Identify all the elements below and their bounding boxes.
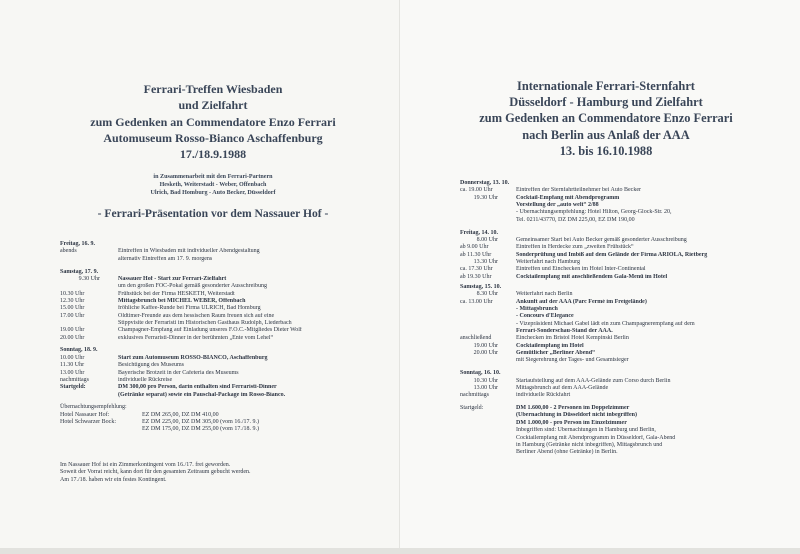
row-text: Eintreffen in Herdecke zum „zweiten Frühstück“ (516, 244, 634, 251)
schedule-row (60, 370, 390, 377)
row-time (60, 320, 118, 327)
schedule-row (460, 335, 800, 342)
lodging-row (60, 426, 390, 433)
right-title-line: nach Berlin aus Anlaß der AAA (522, 127, 690, 142)
fee-line: Cocktailempfang mit Abendprogramm in Düsseldorf, Gala-Abend (516, 434, 676, 441)
row-text: Ferrari-Sonderschau-Stand der AAA. (516, 328, 613, 335)
partner-info (40, 174, 386, 197)
schedule-row (460, 328, 800, 335)
row-time (60, 256, 118, 263)
row-time: ab 19.30 Uhr (460, 273, 492, 280)
schedule-row (460, 195, 800, 202)
row-text: individuelle Rückreise (118, 376, 173, 383)
row-text: mit Siegerehrung der Tages- und Gesamtsieger (516, 357, 629, 364)
note-line: Soweit der Vorrat reicht, kann dort für den gesamten Zeitraum gebucht werden. (60, 469, 251, 476)
row-text: fröhliche Kaffee-Runde bei Firma ULRICH, Bad Homburg (118, 305, 261, 312)
row-text: exklusives Ferraristi-Dinner in der berühmten „Ente vom Lehel“ (118, 334, 274, 341)
schedule-row (460, 306, 800, 313)
row-time: anschließend (460, 335, 492, 342)
left-schedule (60, 241, 390, 434)
row-time (460, 321, 516, 328)
row-time: 11.30 Uhr (60, 362, 85, 369)
schedule-row (60, 362, 390, 369)
left-title-line: Ferrari-Treffen Wiesbaden (143, 82, 283, 96)
fee-line: DM 1.000,00 - pro Person im Einzelzimmer (516, 419, 627, 426)
row-text: Gemütlicher „Berliner Abend“ (516, 350, 596, 357)
row-text: Eintreffen und Einchecken im Hotel Inter-Continental (516, 266, 646, 273)
schedule-row (60, 276, 390, 283)
row-time: 19.00 Uhr (473, 342, 498, 349)
row-text: - Vizepräsident Michael Gabel lädt ein zum Champagnerempfang auf dem (516, 320, 695, 327)
note-line: Am 17./18. haben wir ein festes Kontingent. (60, 476, 167, 483)
row-time: abends (60, 248, 77, 255)
fee-row (460, 412, 800, 419)
fee-row (460, 420, 800, 427)
day-heading: Samstag, 17. 9. (60, 268, 99, 275)
row-text: DM 300,00 pro Person, darin enthalten sind Ferraristi-Dinner (118, 384, 277, 391)
row-text: Eintreffen in Wiesbaden mit individueller Abendgestaltung (118, 248, 260, 255)
row-text: Weiterfahrt nach Hamburg (516, 258, 581, 265)
left-title-line: und Zielfahrt (178, 98, 248, 113)
schedule-row (460, 274, 800, 281)
schedule-row (460, 237, 800, 244)
row-time: ca. 13.00 Uhr (460, 298, 493, 305)
row-text: Champagner-Empfang auf Einladung unseres F.O.C.-Mitgliedes Dieter Wolf (118, 327, 302, 334)
fee-row (460, 442, 800, 449)
row-text: Cocktailempfang mit anschließendem Gala-Menü im Hotel (516, 273, 668, 280)
schedule-row (60, 313, 390, 320)
row-time: 10.00 Uhr (60, 354, 85, 361)
row-time: ca. 19.00 Uhr (460, 187, 493, 194)
partner-line: Hesketh, Weiterstadt - Weber, Offenbach (159, 181, 267, 188)
row-text: Einchecken im Bristol Hotel Kempinski Berlin (516, 335, 629, 342)
schedule-row (460, 321, 800, 328)
row-text: Weiterfahrt nach Berlin (516, 291, 573, 298)
row-time (460, 306, 516, 313)
day-heading: Freitag, 16. 9. (60, 241, 96, 247)
hotel-price: EZ DM 265,00, DZ DM 410,00 (142, 411, 219, 418)
row-text: Eintreffen der Sternfahrtteilnehmer bei Auto Becker (516, 187, 642, 194)
row-text: Cocktailempfang im Hotel (516, 342, 584, 349)
fee-line: DM 1.600,00 - 2 Personen im Doppelzimmer (516, 405, 630, 412)
schedule-row (60, 256, 390, 263)
schedule-row (460, 252, 800, 259)
row-time (460, 217, 516, 224)
row-text: Gemeinsamer Start bei Auto Becker gemäß gesonderter Ausschreibung (516, 236, 687, 243)
fee-row (460, 405, 800, 412)
row-time: ca. 17.30 Uhr (460, 266, 493, 273)
row-time (460, 357, 516, 364)
schedule-row (60, 320, 390, 327)
schedule-row (60, 298, 390, 305)
hotel-name: Hotel Schwarzer Bock: (60, 419, 116, 426)
row-time: 13.00 Uhr (473, 384, 498, 391)
left-title-line: zum Gedenken an Commendatore Enzo Ferrari (90, 114, 336, 129)
right-schedule (460, 180, 800, 457)
row-time: 12.30 Uhr (60, 297, 85, 304)
row-time: ab 9.00 Uhr (460, 244, 489, 251)
right-title-line: zum Gedenken an Commendatore Enzo Ferrari (479, 111, 733, 126)
schedule-row (460, 385, 800, 392)
schedule-row (60, 355, 390, 362)
row-text: - Übernachtungsempfehlung: Hotel Hilton, Georg-Glock-Str. 20, (516, 209, 672, 216)
row-time: Startgeld: (60, 384, 86, 391)
schedule-row (460, 299, 800, 306)
lodging-heading: Übernachtungsempfehlung: (60, 404, 127, 411)
row-text: individuelle Rückfahrt (516, 392, 571, 399)
hotel-name (60, 426, 142, 433)
row-time: 13.00 Uhr (60, 369, 85, 376)
day-heading: Sonntag, 16. 10. (460, 370, 501, 377)
hotel-price: EZ DM 225,00, DZ DM 305,00 (vom 16./17. 9.) (142, 419, 259, 426)
row-time: 20.00 Uhr (473, 350, 498, 357)
schedule-row (60, 335, 390, 342)
row-text: Mittagsbrunch bei MICHEL WEBER, Offenbach (118, 297, 246, 304)
fee-line: Inbegriffen sind: Übernachtungen in Hamburg und Berlin, (516, 427, 656, 434)
lodging-notes (60, 462, 390, 484)
schedule-row (460, 392, 800, 399)
row-time: 17.00 Uhr (60, 312, 85, 319)
row-text: Besichtigung des Museums (118, 362, 184, 369)
schedule-row (60, 291, 390, 298)
day-heading: Sonntag, 18. 9. (60, 347, 98, 354)
row-text: Vorstellung der „auto welt“ 2/88 (516, 202, 599, 209)
right-title-line: Internationale Ferrari-Sternfahrt (517, 79, 695, 93)
row-time: 13.30 Uhr (473, 258, 498, 265)
fee-row (460, 435, 800, 442)
schedule-row (460, 244, 800, 251)
row-text: um den großen FOC-Pokal gemäß gesonderter Ausschreibung (118, 283, 267, 290)
row-time: 15.00 Uhr (60, 305, 85, 312)
bottom-edge (0, 548, 800, 554)
right-title-line: Düsseldorf - Hamburg und Zielfahrt (509, 95, 703, 110)
schedule-row (460, 313, 800, 320)
schedule-row (460, 209, 800, 216)
schedule-row (60, 377, 390, 384)
row-time (60, 392, 118, 399)
row-text: Cocktail-Empfang mit Abendprogramm (516, 194, 620, 201)
fee-label: Startgeld: (460, 405, 484, 412)
row-time: nachmittags (460, 392, 489, 399)
row-time: nachmittags (60, 376, 89, 383)
schedule-row (460, 378, 800, 385)
schedule-row (460, 217, 800, 224)
row-text: Sonderprüfung und Imbiß auf dem Gelände der Firma ARIOLA, Rietberg (516, 251, 708, 258)
schedule-row (460, 202, 800, 209)
row-text: Oldtimer-Freunde aus dem hessischen Raum freuen sich auf eine (118, 312, 275, 319)
row-time: 19.00 Uhr (60, 327, 85, 334)
fee-row (460, 427, 800, 434)
schedule-row (60, 327, 390, 334)
partner-line: Ulrich, Bad Homburg - Auto Becker, Düsseldorf (150, 189, 276, 196)
row-time: 10.30 Uhr (473, 377, 498, 384)
schedule-row (460, 357, 800, 364)
partner-line: in Zusammenarbeit mit den Ferrari-Partnern (153, 174, 273, 180)
row-text: Bayerische Brotzeit in der Cafeteria des Museums (118, 369, 239, 376)
day-heading: Donnerstag, 13. 10. (460, 180, 510, 186)
day-heading: Freitag, 14. 10. (460, 229, 499, 236)
row-time: ab 11.30 Uhr (460, 251, 492, 258)
row-text: Frühstück bei der Firma HESKETH, Weiterstadt (118, 290, 235, 297)
row-text: alternativ Eintreffen am 17. 9. morgens (118, 255, 213, 262)
row-text: Nassauer Hof - Start zur Ferrari-Zielfahrt (118, 275, 227, 282)
fee-line: (Übernachtung in Düsseldorf nicht inbegriffen) (516, 412, 638, 419)
schedule-row (60, 392, 390, 399)
row-time (460, 209, 516, 216)
left-title-line: 17./18.9.1988 (179, 147, 247, 162)
lodging-row (60, 412, 390, 419)
lodging-row (60, 419, 390, 426)
row-time: 8.00 Uhr (476, 236, 498, 243)
row-text: Mittagsbrunch auf dem AAA-Gelände (516, 384, 609, 391)
schedule-row (60, 248, 390, 255)
fee-row (460, 449, 800, 456)
hotel-price: EZ DM 175,00, DZ DM 255,00 (vom 17./18. 9.) (142, 426, 259, 433)
left-title-line: Automuseum Rosso-Bianco Aschaffenburg (103, 130, 323, 145)
schedule-row (460, 350, 800, 357)
row-time: 8.30 Uhr (476, 291, 498, 298)
fee-line: Berliner Abend (ohne Getränke) in Berlin. (516, 449, 618, 456)
row-text: Startaufstellung auf dem AAA-Gelände zum Corso durch Berlin (516, 377, 671, 384)
row-time (460, 313, 516, 320)
schedule-row (460, 187, 800, 194)
schedule-row (460, 259, 800, 266)
hotel-name: Hotel Nassauer Hof: (60, 411, 110, 418)
row-text: Ankunft auf der AAA (Parc Fermé im Freigelände) (516, 298, 647, 305)
row-text: Start zum Automuseum ROSSO-BIANCO, Aschaffenburg (118, 354, 268, 361)
row-text: Tel. 0211/43770, DZ DM 225,00, EZ DM 190,00 (516, 216, 635, 223)
right-page (400, 0, 800, 554)
row-time: 19.30 Uhr (473, 194, 498, 201)
schedule-row (60, 283, 390, 290)
schedule-row (460, 291, 800, 298)
right-title-line: 13. bis 16.10.1988 (559, 143, 653, 158)
row-time: 10.30 Uhr (60, 290, 85, 297)
schedule-row (460, 343, 800, 350)
row-text: Stippvisite der Ferraristi im Historischen Gasthaus Rudolph, Liederbach (118, 319, 292, 326)
row-time: 20.00 Uhr (60, 334, 85, 341)
row-text: (Getränke separat) sowie ein Pauschal-Package im Rosso-Bianco. (118, 391, 286, 398)
note-line: Im Nassauer Hof ist ein Zimmerkontingent vom 16./17. frei geworden. (60, 462, 231, 468)
day-heading: Samstag, 15. 10. (460, 283, 502, 290)
row-time (60, 283, 118, 290)
row-time (460, 202, 516, 209)
row-time: 9.30 Uhr (78, 275, 100, 282)
row-text: - Concours d'Elegance (516, 313, 574, 320)
fee-line: in Hamburg (Getränke nicht inbegriffen), Mittagsbrunch und (516, 441, 663, 448)
right-title (456, 78, 756, 159)
slogan: - Ferrari-Präsentation vor dem Nassauer Hof - (97, 207, 329, 220)
schedule-row (60, 305, 390, 312)
schedule-row (460, 266, 800, 273)
left-title (40, 81, 386, 162)
row-text: - Mittagsbrunch (516, 306, 558, 312)
schedule-row (60, 384, 390, 391)
